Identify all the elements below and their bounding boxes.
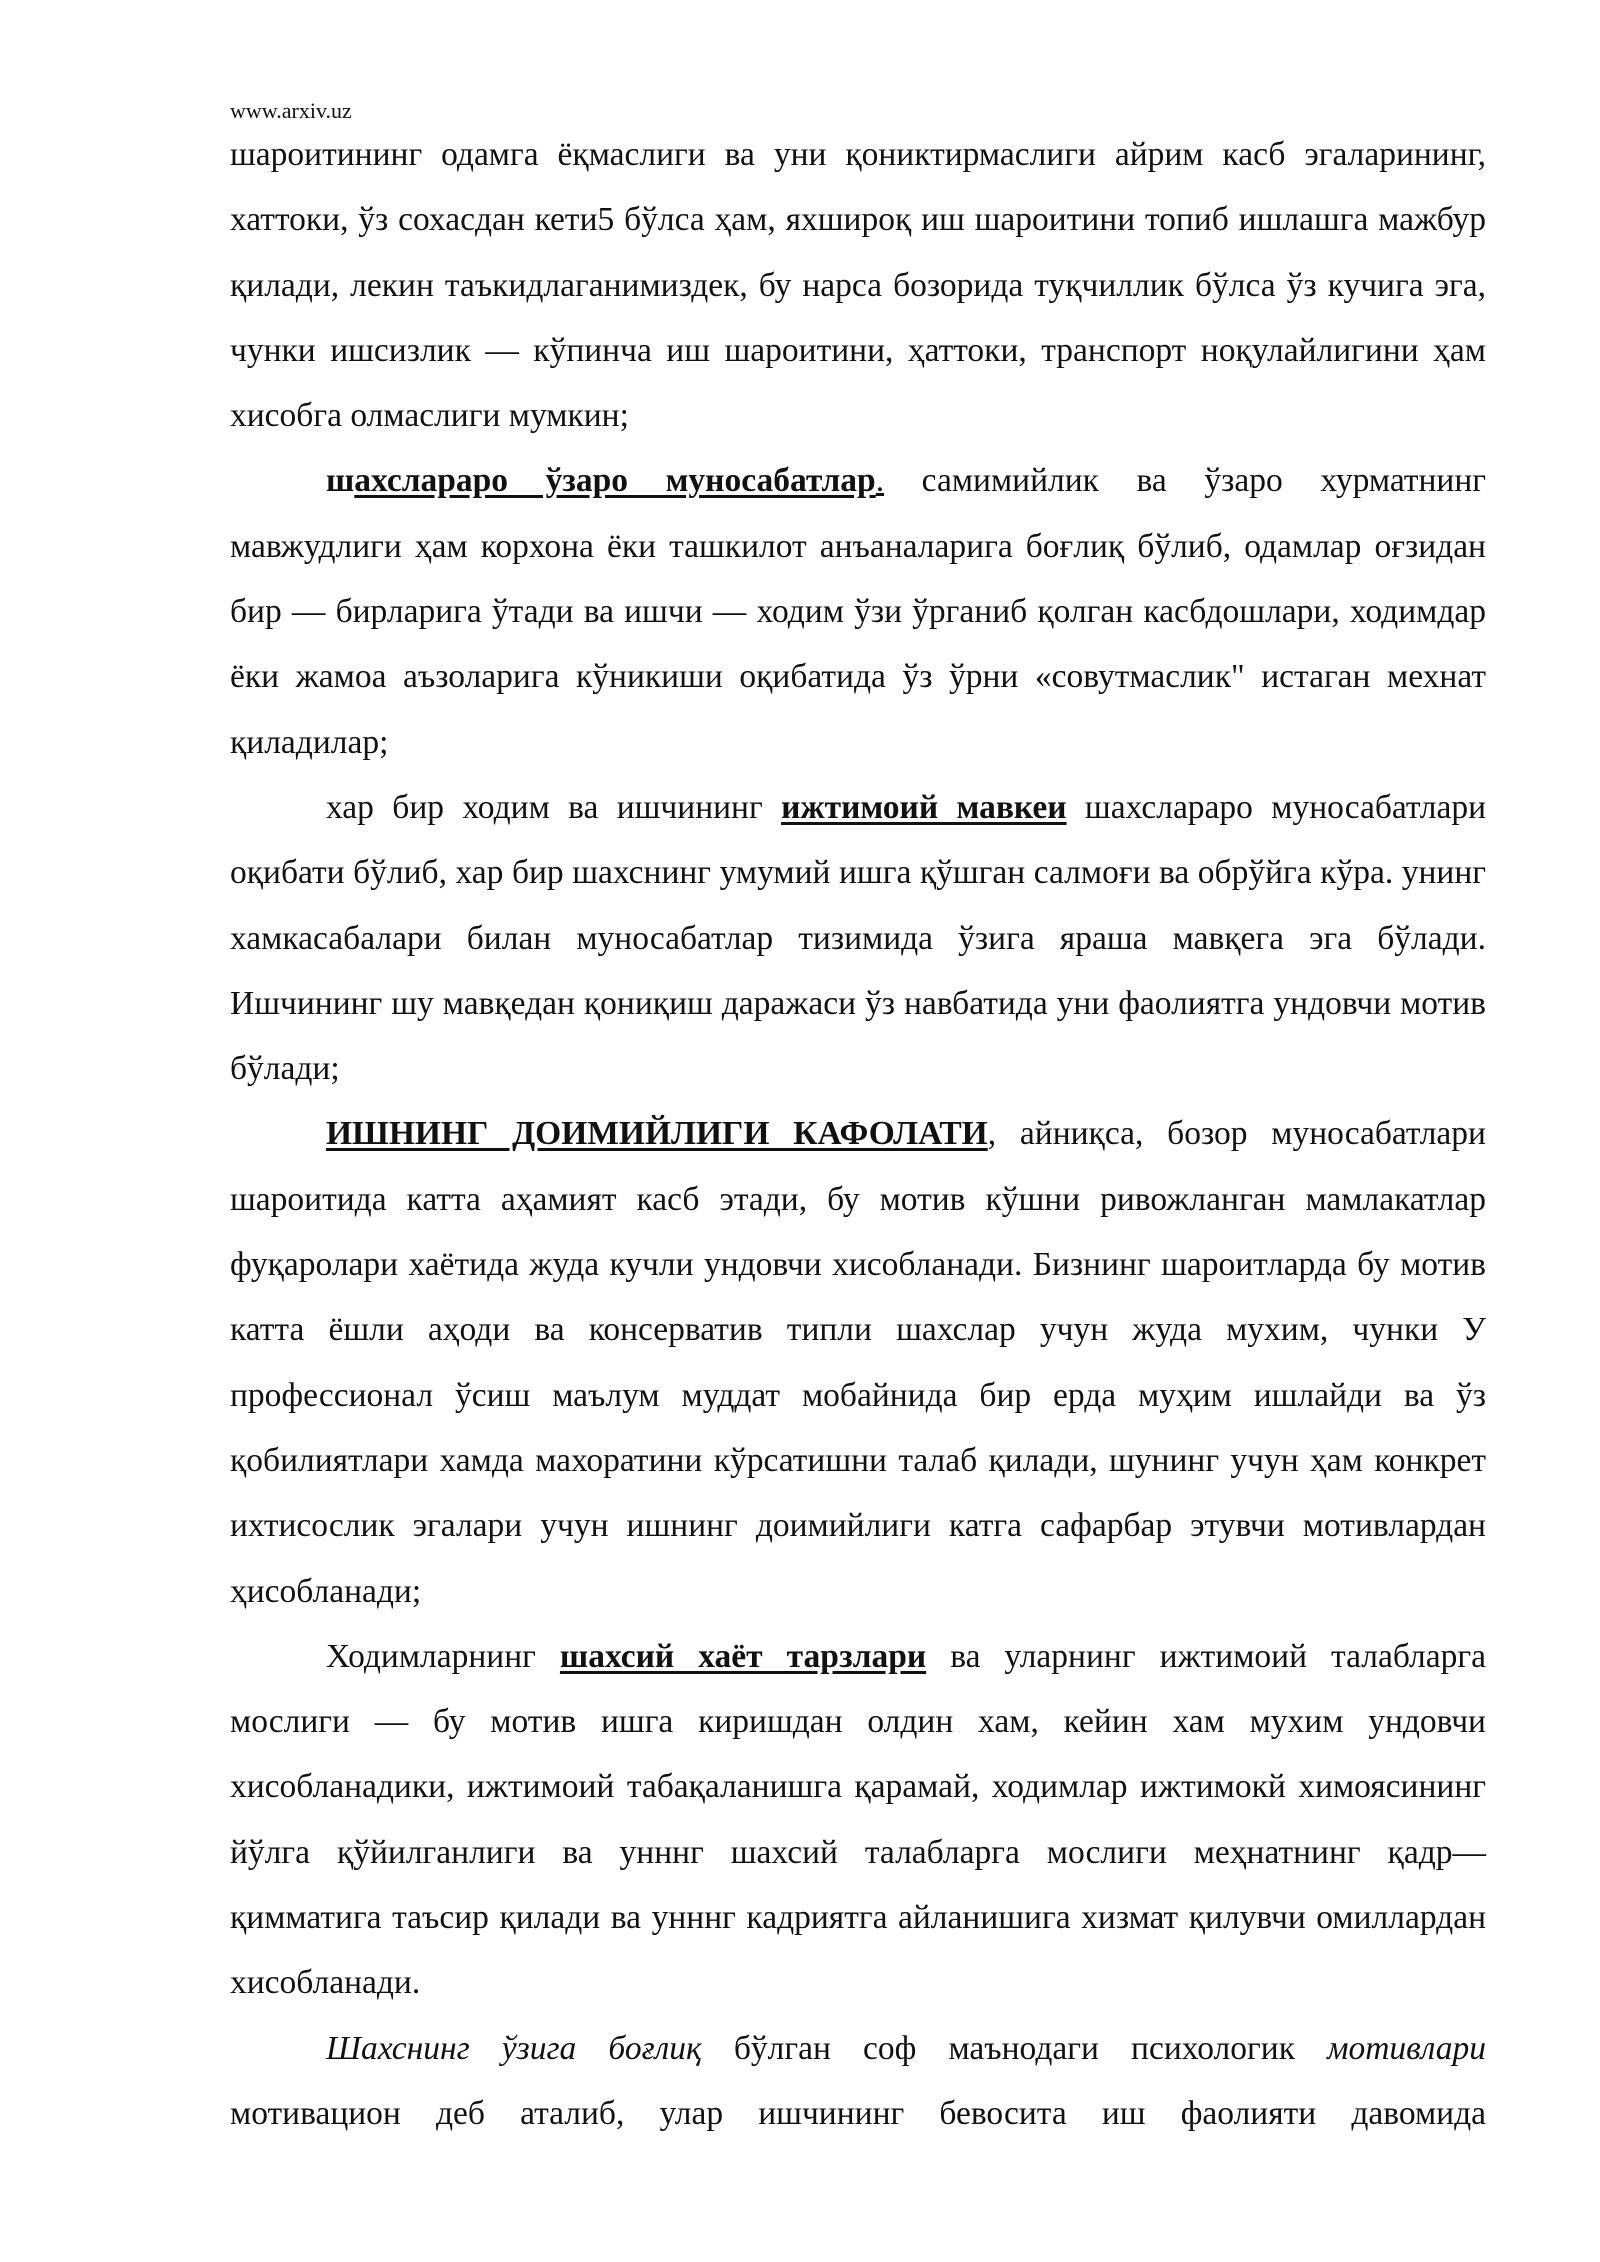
term-dot: . xyxy=(875,462,885,500)
term-interpersonal-relations: ахслараро ўзаро муносабатлар xyxy=(354,462,876,500)
term-social-status: ижтимоий мавкеи xyxy=(781,788,1067,826)
paragraph-2 xyxy=(230,448,1486,774)
paragraph-5-after: ва уларнинг ижтимоий талабларга мослиги — бу мотив ишга киришдан олдин хам, кейин хам мухим ундовчи хисобланадики, ижтимоий табақаланишга қарамай, ходимлар ижтимокй химоясининг йўлга қўйилганлиги ва унннг шахсий талабларга мослиги меҳнатнинг қадр—қимматига таъсир қилади ва унннг кадриятга айланишига хизмат қилувчи омиллардан хисобланади. xyxy=(230,1637,1486,2002)
paragraph-6-italic-2: мотивлари xyxy=(1327,2029,1486,2067)
paragraph-1 xyxy=(230,122,1486,448)
paragraph-2-text: самимийлик ва ўзаро хурматнинг мавжудлиги ҳам корхона ёки ташкилот анъаналарига боғлиқ бўлиб, одамлар оғзидан бир — бирларига ўтади ва ишчи — ходим ўзи ўрганиб қолган касбдошлари, ходимдар ёки жамоа аъзоларига кўникиши оқибатида ўз ўрни «совутмаслик" истаган мехнат қиладилар; xyxy=(230,462,1487,761)
paragraph-3-after: шахслараро муносабатлари оқибати бўлиб, хар бир шахснинг умумий ишга қўшган салмоғи ва обрўйга кўра. унинг хамкасабалари билан муносабатлар тизимида ўзига яраша мавқега эга бўлади. Ишчининг шу мавқедан қониқиш даражаси ўз навбатида уни фаолиятга ундовчи мотив бўлади; xyxy=(230,788,1486,1088)
paragraph-6-after: мотивацион деб аталиб, улар ишчининг бевосита иш фаолияти давомида xyxy=(230,2094,1486,2132)
term-lead-letter: ш xyxy=(326,462,355,500)
paragraph-4 xyxy=(230,1101,1486,1623)
document-body xyxy=(230,122,1486,2146)
paragraph-6 xyxy=(230,2016,1486,2147)
paragraph-3 xyxy=(230,775,1486,1101)
site-header-url: www.arxiv.uz xyxy=(230,98,352,123)
paragraph-6-italic-1: Шахснинг ўзига боғлиқ xyxy=(326,2029,702,2067)
paragraph-4-after: , айниқса, бозор муносабатлари шароитида катта аҳамият касб этади, бу мотив кўшни ривожланган мамлакатлар фуқаролари хаётида жуда кучли ундовчи хисобланади. Бизнинг шароитларда бу мотив катта ёшли аҳоди ва консерватив типли шахслар учун жуда мухим, чунки У профессионал ўсиш маълум муддат мобайнида бир ерда муҳим ишлайди ва ўз қобилиятлари хамда махоратини кўрсатишни талаб қилади, шунинг учун ҳам конкрет ихтисослик эгалари учун ишнинг доимийлиги катга сафарбар этувчи мотивлардан ҳисобланади; xyxy=(230,1115,1486,1610)
paragraph-6-middle: бўлган соф маънодаги психологик xyxy=(701,2029,1328,2067)
paragraph-1-text: шароитининг одамга ёқмаслиги ва уни қониктирмаслиги айрим касб эгаларининг, хаттоки, ўз сохасдан кети5 бўлса ҳам, яхшироқ иш шароитини топиб ишлашга мажбур қилади, лекин таъкидлаганимиздек, бу нарса бозорида туқчиллик бўлса ўз кучига эга, чунки ишсизлик — кўпинча иш шароитини, ҳаттоки, транспорт ноқулайлигини ҳам хисобга олмаслиги мумкин; xyxy=(230,136,1486,435)
term-job-security: ИШНИНГ ДОИМИЙЛИГИ КАФОЛАТИ xyxy=(326,1115,988,1153)
paragraph-3-before: хар бир ходим ва ишчининг xyxy=(326,788,782,826)
term-personal-lifestyle: шахсий хаёт тарзлари xyxy=(559,1637,927,1675)
paragraph-5 xyxy=(230,1624,1486,2016)
paragraph-5-before: Ходимларнинг xyxy=(326,1637,560,1675)
